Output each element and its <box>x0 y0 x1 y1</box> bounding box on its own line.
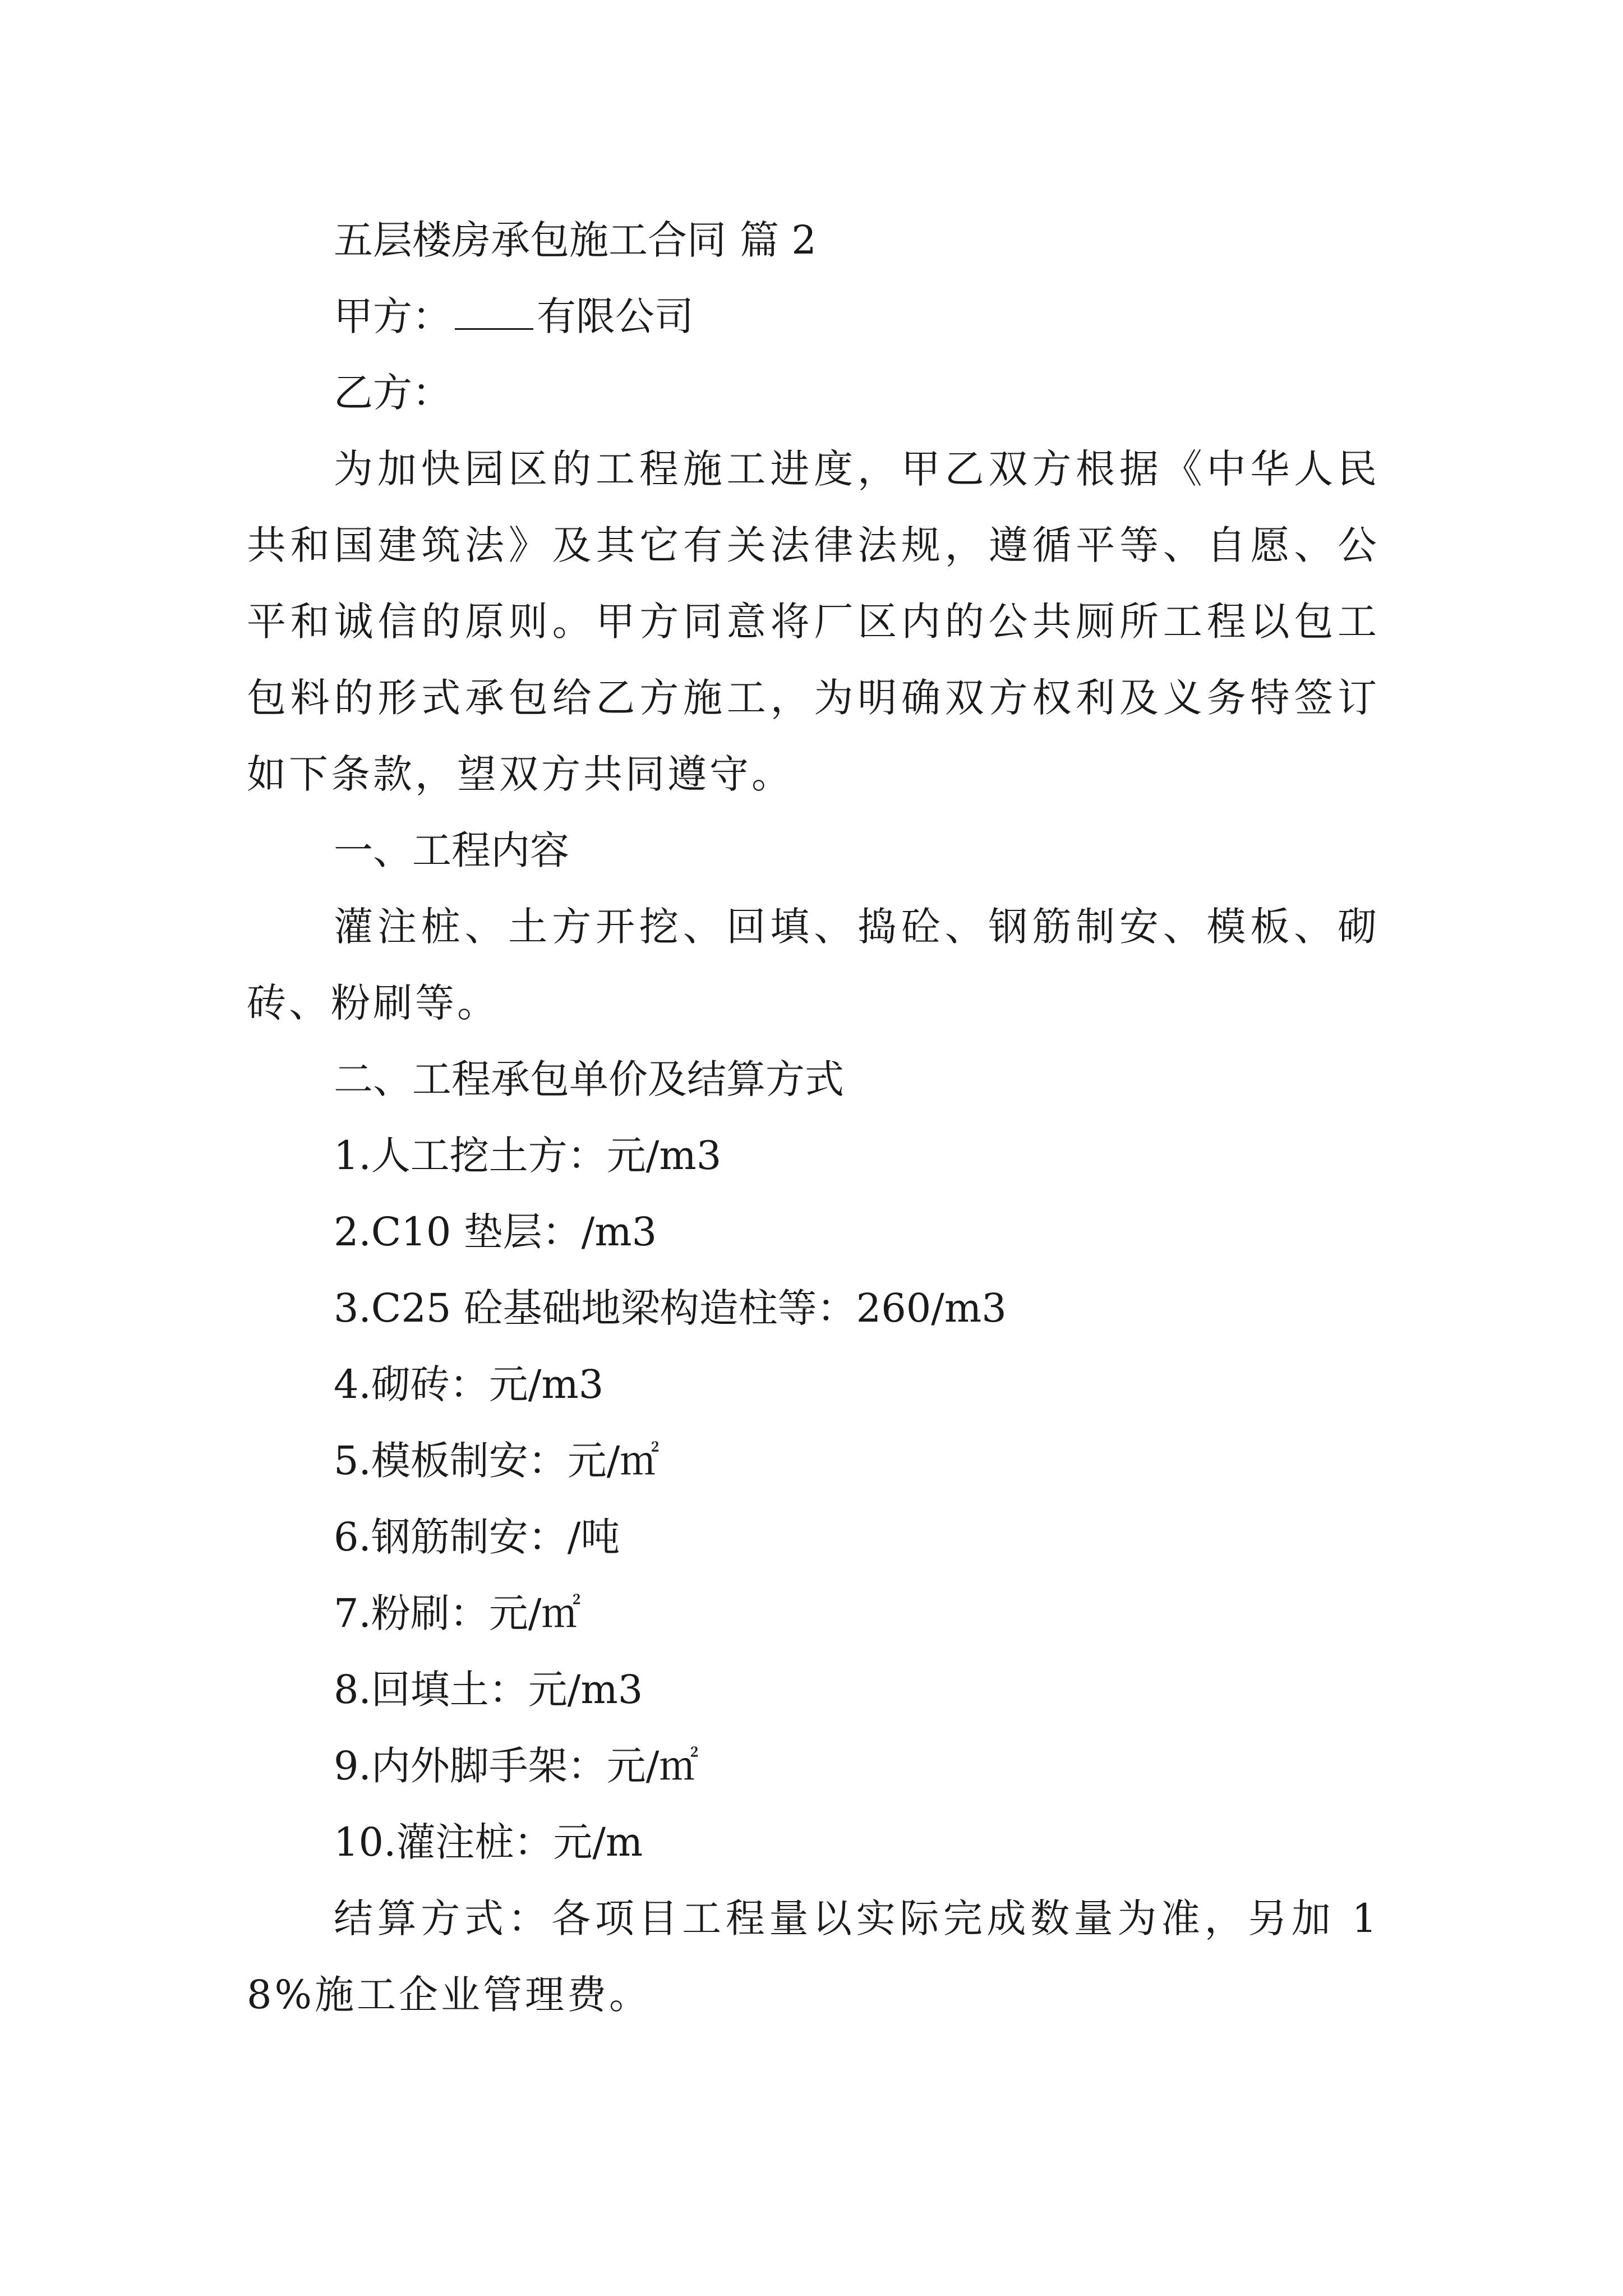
title-text: 五层楼房承包施工合同 <box>334 217 726 263</box>
party-a-label: 甲方： <box>334 293 451 339</box>
price-item-8: 8.回填土：元/m3 <box>334 1667 643 1713</box>
title-suffix: 篇 2 <box>740 217 817 263</box>
price-item-4: 4.砌砖：元/m3 <box>334 1361 604 1407</box>
price-item-9: 9.内外脚手架：元/㎡ <box>334 1743 699 1789</box>
contract-title <box>247 202 1380 278</box>
document-page <box>247 202 1380 2033</box>
price-item-3: 3.C25 砼基础地梁构造柱等：260/m3 <box>334 1285 1007 1331</box>
party-a-blank <box>455 298 533 330</box>
price-item-10: 10.灌注桩：元/m <box>334 1819 643 1865</box>
price-item-2: 2.C10 垫层：/m3 <box>334 1209 657 1255</box>
section2-heading: 二、工程承包单价及结算方式 <box>334 1056 844 1102</box>
price-item-1: 1.人工挖土方：元/m3 <box>334 1133 722 1179</box>
section1-heading: 一、工程内容 <box>334 827 569 873</box>
price-item-5: 5.模板制安：元/㎡ <box>334 1438 660 1484</box>
settlement-paragraph: 结算方式：各项目工程量以实际完成数量为准，另加 18%施工企业管理费。 <box>247 1895 1380 2018</box>
party-a-line <box>247 278 1380 355</box>
party-a-name: 有限公司 <box>537 293 694 339</box>
party-b-line <box>247 355 1380 431</box>
price-item-6: 6.钢筋制安：/吨 <box>334 1514 620 1560</box>
section1-content: 灌注桩、土方开挖、回填、捣砼、钢筋制安、模板、砌砖、粉刷等。 <box>247 904 1380 1026</box>
price-item-7: 7.粉刷：元/㎡ <box>334 1590 581 1636</box>
intro-paragraph: 为加快园区的工程施工进度，甲乙双方根据《中华人民共和国建筑法》及其它有关法律法规，遵循平等、自愿、公平和诚信的原则。甲方同意将厂区内的公共厕所工程以包工包料的形式承包给乙方施工，为明确双方权利及义务特签订如下条款，望双方共同遵守。 <box>247 446 1380 797</box>
party-b-label: 乙方： <box>334 370 451 416</box>
